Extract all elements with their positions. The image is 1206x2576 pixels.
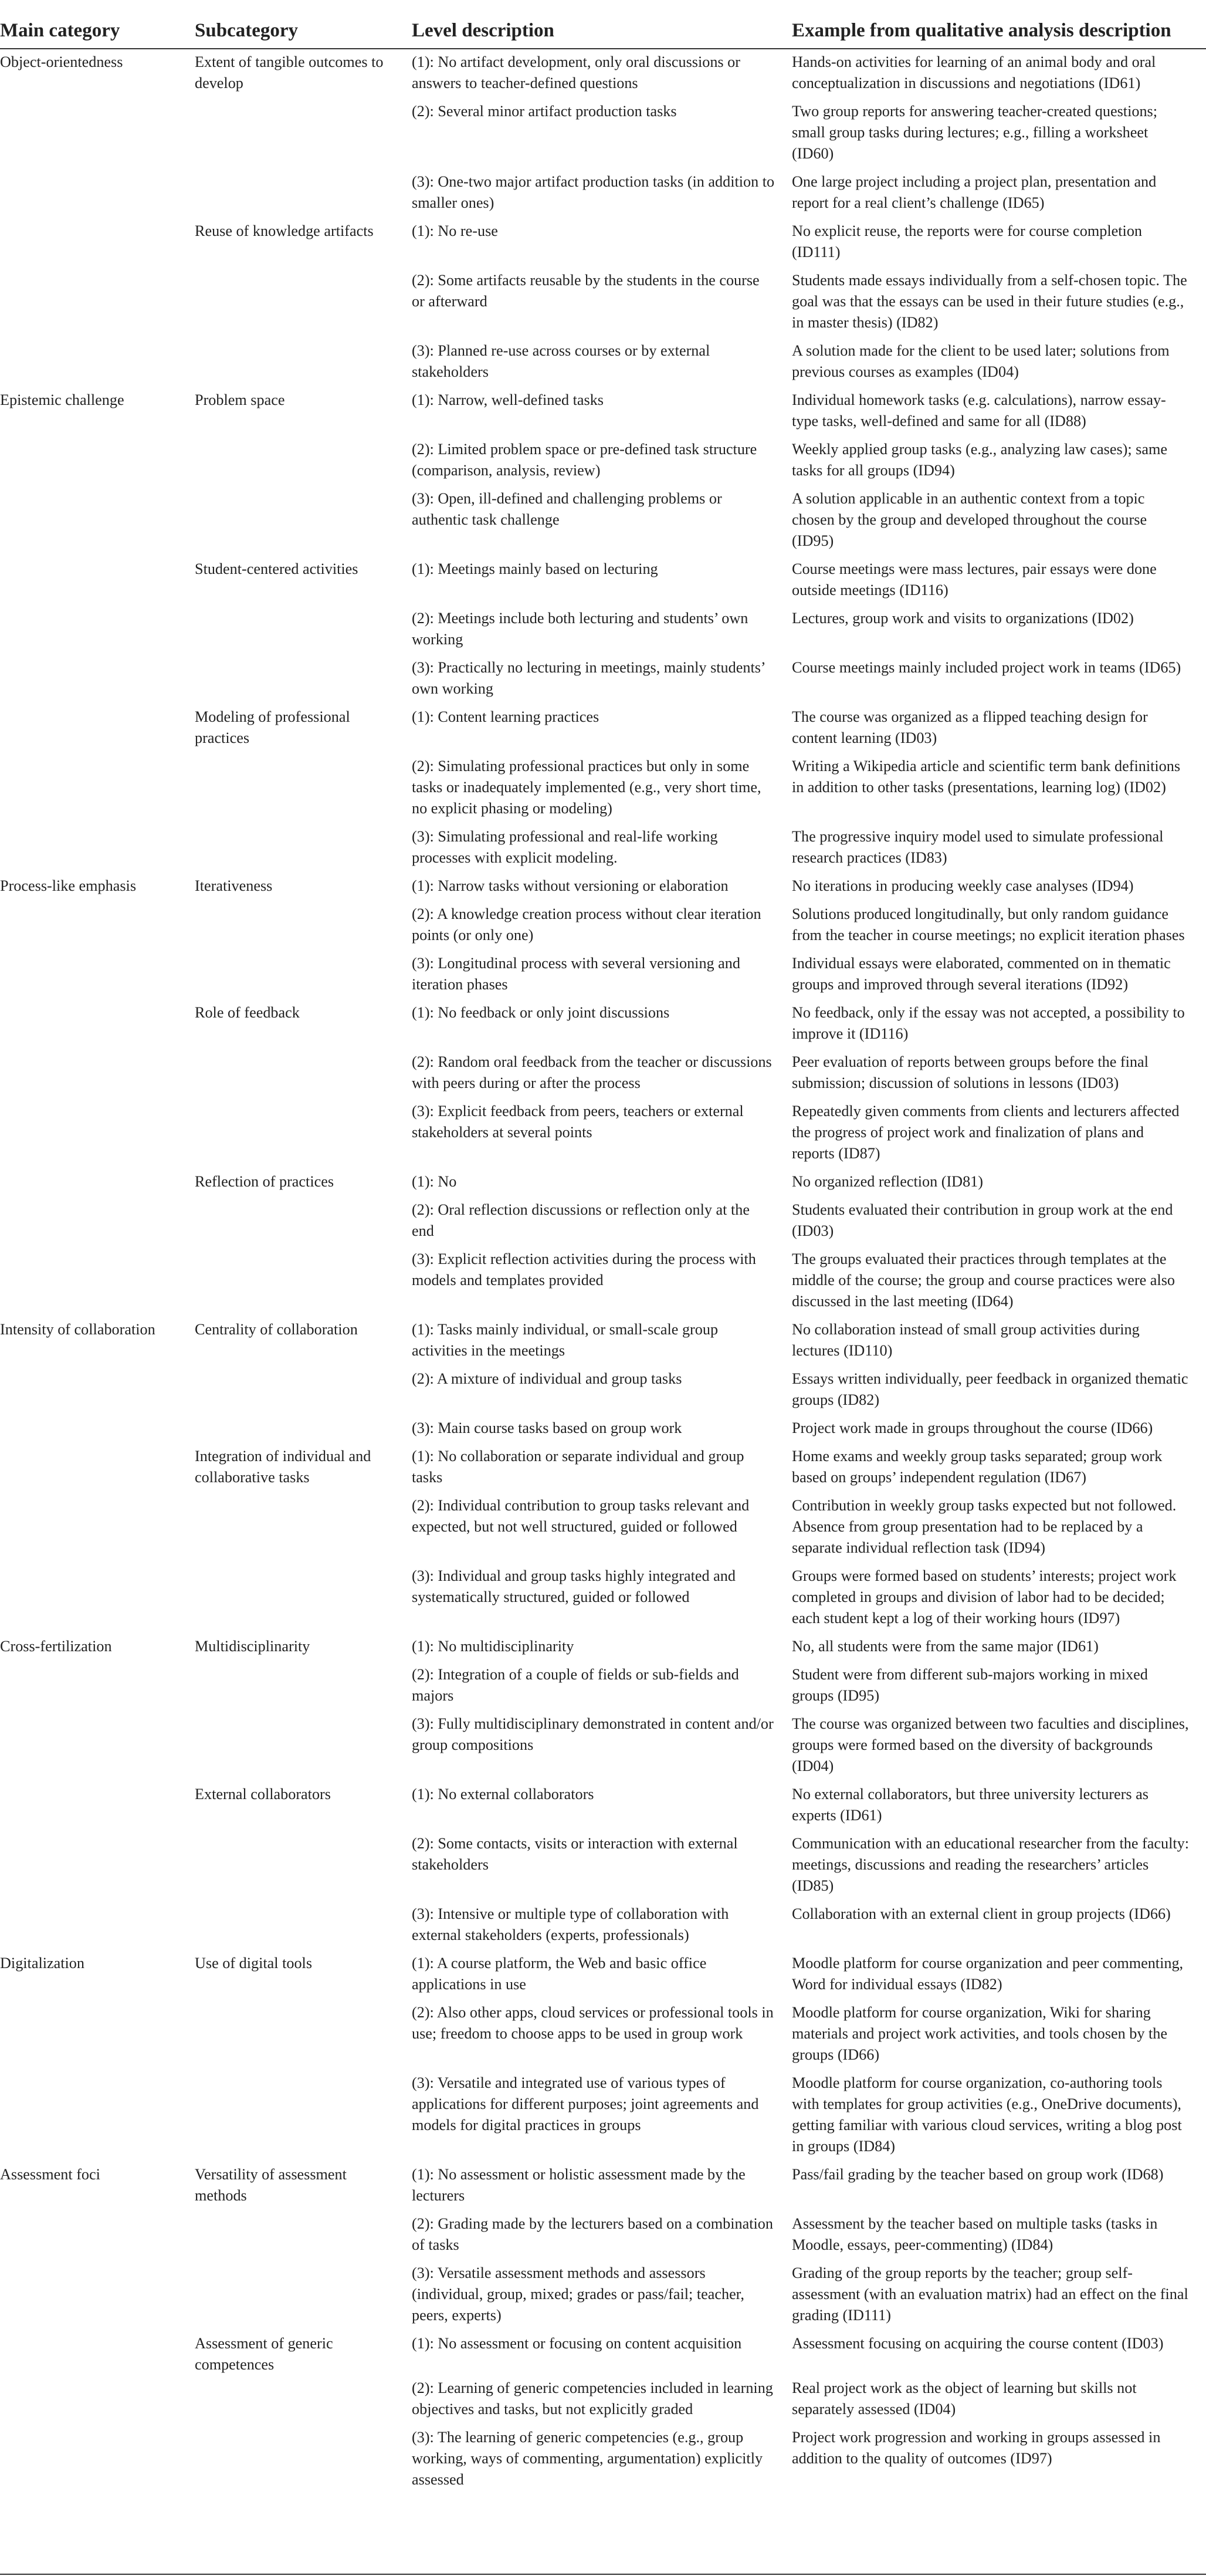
level-description-cell: (3): Main course tasks based on group work xyxy=(412,1419,682,1436)
level-description-cell: (1): No collaboration or separate individual and group tasks xyxy=(412,1448,744,1486)
subcategory-cell xyxy=(195,951,412,1000)
level-description-cell: (1): No re-use xyxy=(412,222,498,239)
table-row xyxy=(0,1366,1206,1415)
level-description-cell: (3): One-two major artifact production tasks (in addition to smaller ones) xyxy=(412,173,775,211)
level-description-cell: (2): Simulating professional practices but only in some tasks or inadequately implemented (e.g., very short time, no explicit phasing or modeling) xyxy=(412,758,761,817)
table-row xyxy=(0,2425,1206,2496)
level-description-cell: (3): Practically no lecturing in meetings, mainly students’ own working xyxy=(412,659,765,697)
table-row xyxy=(0,1662,1206,1711)
level-description-cell: (3): The learning of generic competencies (e.g., group working, ways of commenting, argumentation) explicitly assessed xyxy=(412,2429,763,2488)
subcategory-cell xyxy=(195,655,412,704)
level-description-cell: (2): Learning of generic competencies included in learning objectives and tasks, but not explicitly graded xyxy=(412,2379,773,2418)
subcategory-cell xyxy=(195,1049,412,1098)
level-description-cell: (1): No artifact development, only oral discussions or answers to teacher-defined questions xyxy=(412,53,740,92)
subcategory-cell xyxy=(195,1197,412,1246)
example-cell: Weekly applied group tasks (e.g., analyzing law cases); same tasks for all groups (ID94) xyxy=(792,441,1167,479)
level-description-cell: (3): Individual and group tasks highly integrated and systematically structured, guided or followed xyxy=(412,1567,736,1605)
example-cell: No feedback, only if the essay was not accepted, a possibility to improve it (ID116) xyxy=(792,1004,1185,1042)
example-cell: Communication with an educational researcher from the faculty: meetings, discussions and reading the researchers’ articles (ID85) xyxy=(792,1835,1189,1894)
example-cell: Lectures, group work and visits to organizations (ID02) xyxy=(792,610,1134,627)
main-category-cell xyxy=(0,1493,195,1563)
subcategory-cell xyxy=(195,338,412,387)
subcategory-cell: Assessment of generic competences xyxy=(195,2335,333,2373)
level-description-cell: (3): Versatile and integrated use of various types of applications for different purposes; joint agreements and models for digital practices in groups xyxy=(412,2074,759,2134)
main-category-cell xyxy=(0,1000,195,1049)
main-category-cell xyxy=(0,1415,195,1443)
example-cell: Contribution in weekly group tasks expected but not followed. Absence from group presentation had to be replaced by a separate individual reflection task (ID94) xyxy=(792,1497,1177,1556)
example-cell: Students made essays individually from a self-chosen topic. The goal was that the essays can be used in their future studies (e.g., in master thesis) (ID82) xyxy=(792,272,1187,331)
subcategory-cell: Multidisciplinarity xyxy=(195,1638,310,1655)
table-row xyxy=(0,753,1206,824)
level-description-cell: (1): No assessment or holistic assessment made by the lecturers xyxy=(412,2166,746,2204)
table-row xyxy=(0,2070,1206,2162)
table-row xyxy=(0,901,1206,951)
example-cell: No explicit reuse, the reports were for course completion (ID111) xyxy=(792,222,1143,261)
main-category-cell xyxy=(0,704,195,753)
subcategory-cell: External collaborators xyxy=(195,1786,331,1803)
level-description-cell: (1): No multidisciplinarity xyxy=(412,1638,574,1655)
example-cell: No, all students were from the same major (ID61) xyxy=(792,1638,1099,1655)
subcategory-cell: Reuse of knowledge artifacts xyxy=(195,222,374,239)
table-row xyxy=(0,1711,1206,1781)
subcategory-cell: Versatility of assessment methods xyxy=(195,2166,347,2204)
table-row xyxy=(0,2375,1206,2425)
example-cell: The course was organized as a flipped teaching design for content learning (ID03) xyxy=(792,708,1148,746)
main-category-cell xyxy=(0,2260,195,2331)
level-description-cell: (1): No xyxy=(412,1173,457,1190)
main-category-cell xyxy=(0,1443,195,1493)
subcategory-cell xyxy=(195,2375,412,2425)
main-category-cell: Process-like emphasis xyxy=(0,877,137,894)
example-cell: Course meetings mainly included project work in teams (ID65) xyxy=(792,659,1181,676)
example-cell: Individual essays were elaborated, commented on in thematic groups and improved through several iterations (ID92) xyxy=(792,955,1171,993)
main-category-cell xyxy=(0,1711,195,1781)
level-description-cell: (2): Some contacts, visits or interaction with external stakeholders xyxy=(412,1835,738,1873)
example-cell: No external collaborators, but three university lecturers as experts (ID61) xyxy=(792,1786,1149,1824)
table-row xyxy=(0,169,1206,218)
main-category-cell xyxy=(0,2425,195,2496)
main-category-cell: Intensity of collaboration xyxy=(0,1321,155,1338)
level-description-cell: (2): Random oral feedback from the teacher or discussions with peers during or after the process xyxy=(412,1053,772,1091)
example-cell: Students evaluated their contribution in group work at the end (ID03) xyxy=(792,1201,1173,1239)
level-description-cell: (2): Limited problem space or pre-defined task structure (comparison, analysis, review) xyxy=(412,441,757,479)
example-cell: Assessment by the teacher based on multiple tasks (tasks in Moodle, essays, peer-commenting) (ID84) xyxy=(792,2215,1158,2253)
subcategory-cell: Iterativeness xyxy=(195,877,273,894)
main-category-cell: Epistemic challenge xyxy=(0,391,124,408)
subcategory-cell xyxy=(195,1831,412,1901)
main-category-cell xyxy=(0,169,195,218)
subcategory-cell xyxy=(195,2070,412,2162)
level-description-cell: (3): Explicit reflection activities during the process with models and templates provided xyxy=(412,1250,756,1289)
example-cell: Collaboration with an external client in group projects (ID66) xyxy=(792,1905,1171,1922)
level-description-cell: (1): Meetings mainly based on lecturing xyxy=(412,560,658,577)
main-category-cell xyxy=(0,2331,195,2375)
main-category-cell xyxy=(0,2375,195,2425)
subcategory-cell xyxy=(195,606,412,655)
level-description-cell: (2): Some artifacts reusable by the students in the course or afterward xyxy=(412,272,760,310)
subcategory-cell xyxy=(195,1366,412,1415)
level-description-cell: (1): No external collaborators xyxy=(412,1786,594,1803)
table-row xyxy=(0,873,1206,901)
subcategory-cell xyxy=(195,824,412,873)
table-row xyxy=(0,1197,1206,1246)
subcategory-cell xyxy=(195,99,412,169)
main-category-cell xyxy=(0,1901,195,1950)
table-row xyxy=(0,49,1206,99)
level-description-cell: (2): Integration of a couple of fields or sub-fields and majors xyxy=(412,1666,739,1704)
level-description-cell: (1): Tasks mainly individual, or small-scale group activities in the meetings xyxy=(412,1321,719,1359)
example-cell: No organized reflection (ID81) xyxy=(792,1173,984,1190)
subcategory-cell xyxy=(195,268,412,338)
table-row xyxy=(0,1049,1206,1098)
main-category-cell xyxy=(0,486,195,556)
table-row xyxy=(0,1781,1206,1831)
subcategory-cell xyxy=(195,1711,412,1781)
main-category-cell xyxy=(0,655,195,704)
main-category-cell xyxy=(0,753,195,824)
table-row xyxy=(0,556,1206,606)
example-cell: Real project work as the object of learning but skills not separately assessed (ID04) xyxy=(792,2379,1137,2418)
subcategory-cell xyxy=(195,2000,412,2070)
subcategory-cell xyxy=(195,901,412,951)
table-row xyxy=(0,1901,1206,1950)
subcategory-cell: Student-centered activities xyxy=(195,560,358,577)
main-category-cell xyxy=(0,1563,195,1634)
subcategory-cell xyxy=(195,2260,412,2331)
example-cell: Two group reports for answering teacher-created questions; small group tasks during lectures; e.g., filling a worksheet (ID60) xyxy=(792,103,1158,162)
example-cell: Moodle platform for course organization and peer commenting, Word for individual essays (ID82) xyxy=(792,1955,1184,1993)
main-category-cell xyxy=(0,1098,195,1169)
level-description-cell: (2): Several minor artifact production tasks xyxy=(412,103,677,120)
main-category-cell xyxy=(0,951,195,1000)
level-description-cell: (1): Narrow tasks without versioning or elaboration xyxy=(412,877,729,894)
main-category-cell: Object-orientedness xyxy=(0,53,123,70)
example-cell: The progressive inquiry model used to simulate professional research practices (ID83) xyxy=(792,828,1164,866)
subcategory-cell xyxy=(195,1662,412,1711)
table-row xyxy=(0,486,1206,556)
main-category-cell xyxy=(0,606,195,655)
subcategory-cell: Use of digital tools xyxy=(195,1955,313,1972)
table-row xyxy=(0,951,1206,1000)
header-row xyxy=(0,0,1206,49)
example-cell: Solutions produced longitudinally, but only random guidance from the teacher in course meetings; no explicit iteration phases xyxy=(792,905,1185,944)
example-cell: Peer evaluation of reports between groups before the final submission; discussion of solutions in lessons (ID03) xyxy=(792,1053,1149,1091)
example-cell: Project work progression and working in groups assessed in addition to the quality of outcomes (ID97) xyxy=(792,2429,1161,2467)
main-category-cell xyxy=(0,1831,195,1901)
level-description-cell: (2): Oral reflection discussions or reflection only at the end xyxy=(412,1201,750,1239)
level-description-cell: (3): Fully multidisciplinary demonstrated in content and/or group compositions xyxy=(412,1715,774,1753)
main-category-cell xyxy=(0,2070,195,2162)
subcategory-cell xyxy=(195,437,412,486)
header-example: Example from qualitative analysis description xyxy=(792,0,1206,49)
level-description-cell: (1): No feedback or only joint discussions xyxy=(412,1004,670,1021)
table-row xyxy=(0,2000,1206,2070)
table-row xyxy=(0,1415,1206,1443)
example-cell: Individual homework tasks (e.g. calculations), narrow essay-type tasks, well-defined and same for all (ID88) xyxy=(792,391,1166,430)
main-category-cell xyxy=(0,437,195,486)
main-category-cell xyxy=(0,1781,195,1831)
level-description-cell: (2): Grading made by the lecturers based on a combination of tasks xyxy=(412,2215,773,2253)
level-description-cell: (3): Versatile assessment methods and assessors (individual, group, mixed; grades or pass/fail; teacher, peers, experts) xyxy=(412,2264,744,2324)
subcategory-cell: Integration of individual and collaborative tasks xyxy=(195,1448,371,1486)
level-description-cell: (2): A knowledge creation process without clear iteration points (or only one) xyxy=(412,905,761,944)
table-row xyxy=(0,99,1206,169)
example-cell: No collaboration instead of small group activities during lectures (ID110) xyxy=(792,1321,1140,1359)
example-cell: No iterations in producing weekly case analyses (ID94) xyxy=(792,877,1134,894)
example-cell: One large project including a project plan, presentation and report for a real client’s challenge (ID65) xyxy=(792,173,1157,211)
example-cell: A solution made for the client to be used later; solutions from previous courses as examples (ID04) xyxy=(792,342,1170,380)
subcategory-cell xyxy=(195,753,412,824)
level-description-cell: (2): A mixture of individual and group tasks xyxy=(412,1370,682,1387)
table-row xyxy=(0,1493,1206,1563)
level-description-cell: (3): Longitudinal process with several versioning and iteration phases xyxy=(412,955,740,993)
table-body xyxy=(0,49,1206,2496)
table-row xyxy=(0,2162,1206,2211)
example-cell: Hands-on activities for learning of an animal body and oral conceptualization in discussions and negotiations (ID61) xyxy=(792,53,1156,92)
table-row xyxy=(0,1950,1206,2000)
table-row xyxy=(0,824,1206,873)
subcategory-cell: Reflection of practices xyxy=(195,1173,334,1190)
main-category-cell xyxy=(0,824,195,873)
level-description-cell: (3): Intensive or multiple type of collaboration with external stakeholders (experts, professionals) xyxy=(412,1905,729,1943)
subcategory-cell xyxy=(195,1901,412,1950)
level-description-cell: (2): Meetings include both lecturing and students’ own working xyxy=(412,610,748,648)
main-category-cell xyxy=(0,1366,195,1415)
example-cell: Assessment focusing on acquiring the course content (ID03) xyxy=(792,2335,1164,2352)
table-row xyxy=(0,338,1206,387)
table-row xyxy=(0,606,1206,655)
table-row xyxy=(0,704,1206,753)
table-row xyxy=(0,437,1206,486)
table-row xyxy=(0,655,1206,704)
example-cell: Home exams and weekly group tasks separated; group work based on groups’ independent regulation (ID67) xyxy=(792,1448,1163,1486)
subcategory-cell xyxy=(195,1415,412,1443)
subcategory-cell: Problem space xyxy=(195,391,285,408)
main-category-cell xyxy=(0,1197,195,1246)
level-description-cell: (1): Narrow, well-defined tasks xyxy=(412,391,604,408)
table-row xyxy=(0,1563,1206,1634)
example-cell: Moodle platform for course organization, Wiki for sharing materials and project work activities, and tools chosen by the groups (ID66) xyxy=(792,2004,1167,2063)
subcategory-cell xyxy=(195,169,412,218)
subcategory-cell xyxy=(195,486,412,556)
example-cell: The groups evaluated their practices through templates at the middle of the course; the group and course practices were also discussed in the last meeting (ID64) xyxy=(792,1250,1175,1310)
table-row xyxy=(0,387,1206,437)
main-category-cell: Assessment foci xyxy=(0,2166,100,2183)
table-row xyxy=(0,1443,1206,1493)
example-cell: Project work made in groups throughout the course (ID66) xyxy=(792,1419,1153,1436)
subcategory-cell: Role of feedback xyxy=(195,1004,300,1021)
main-category-cell xyxy=(0,99,195,169)
level-description-cell: (3): Simulating professional and real-life working processes with explicit modeling. xyxy=(412,828,718,866)
header-main-category: Main category xyxy=(0,0,195,49)
subcategory-cell: Extent of tangible outcomes to develop xyxy=(195,53,384,92)
table-row xyxy=(0,2331,1206,2375)
example-cell: Course meetings were mass lectures, pair essays were done outside meetings (ID116) xyxy=(792,560,1157,599)
main-category-cell: Digitalization xyxy=(0,1955,84,1972)
main-category-cell xyxy=(0,1662,195,1711)
main-category-cell xyxy=(0,901,195,951)
main-category-cell xyxy=(0,338,195,387)
table-row xyxy=(0,1098,1206,1169)
main-category-cell xyxy=(0,1169,195,1197)
table-row xyxy=(0,1634,1206,1662)
example-cell: Writing a Wikipedia article and scientific term bank definitions in addition to other tasks (presentations, learning log) (ID02) xyxy=(792,758,1181,796)
example-cell: The course was organized between two faculties and disciplines, groups were formed based on the diversity of backgrounds (ID04) xyxy=(792,1715,1189,1774)
main-category-cell xyxy=(0,2211,195,2260)
table-row xyxy=(0,2211,1206,2260)
main-category-cell: Cross-fertilization xyxy=(0,1638,112,1655)
subcategory-cell xyxy=(195,1493,412,1563)
level-description-cell: (1): Content learning practices xyxy=(412,708,599,725)
header-subcategory: Subcategory xyxy=(195,0,412,49)
level-description-cell: (3): Explicit feedback from peers, teachers or external stakeholders at several points xyxy=(412,1103,744,1141)
level-description-cell: (3): Planned re-use across courses or by external stakeholders xyxy=(412,342,710,380)
main-category-cell xyxy=(0,268,195,338)
example-cell: Pass/fail grading by the teacher based on group work (ID68) xyxy=(792,2166,1164,2183)
table-bottom-rule xyxy=(0,2574,1206,2575)
level-description-cell: (1): A course platform, the Web and basic office applications in use xyxy=(412,1955,707,1993)
subcategory-cell xyxy=(195,1098,412,1169)
table-row xyxy=(0,1831,1206,1901)
table-row xyxy=(0,218,1206,268)
subcategory-cell: Modeling of professional practices xyxy=(195,708,350,746)
main-category-cell xyxy=(0,1246,195,1317)
table-row xyxy=(0,268,1206,338)
example-cell: Student were from different sub-majors working in mixed groups (ID95) xyxy=(792,1666,1148,1704)
subcategory-cell: Centrality of collaboration xyxy=(195,1321,358,1338)
main-category-cell xyxy=(0,1049,195,1098)
level-description-cell: (2): Also other apps, cloud services or professional tools in use; freedom to choose apps to be used in group work xyxy=(412,2004,774,2042)
level-description-cell: (3): Open, ill-defined and challenging problems or authentic task challenge xyxy=(412,490,722,528)
main-category-cell xyxy=(0,218,195,268)
example-cell: Grading of the group reports by the teacher; group self-assessment (with an evaluation matrix) had an effect on the final grading (ID111) xyxy=(792,2264,1188,2324)
table-row xyxy=(0,2260,1206,2331)
example-cell: Essays written individually, peer feedback in organized thematic groups (ID82) xyxy=(792,1370,1188,1408)
main-category-cell xyxy=(0,556,195,606)
table-row xyxy=(0,1246,1206,1317)
table-row xyxy=(0,1000,1206,1049)
subcategory-cell xyxy=(195,1563,412,1634)
subcategory-cell xyxy=(195,2211,412,2260)
level-description-cell: (2): Individual contribution to group tasks relevant and expected, but not well structured, guided or followed xyxy=(412,1497,750,1535)
main-category-cell xyxy=(0,2000,195,2070)
example-cell: Repeatedly given comments from clients and lecturers affected the progress of project work and finalization of plans and reports (ID87) xyxy=(792,1103,1180,1162)
subcategory-cell xyxy=(195,1246,412,1317)
example-cell: Moodle platform for course organization, co-authoring tools with templates for group activities (e.g., OneDrive documents), getting familiar with various cloud services, writing a blog post in groups (ID84) xyxy=(792,2074,1182,2155)
table-row xyxy=(0,1317,1206,1366)
example-cell: A solution applicable in an authentic context from a topic chosen by the group and developed throughout the course (ID95) xyxy=(792,490,1147,549)
level-description-cell: (1): No assessment or focusing on content acquisition xyxy=(412,2335,742,2352)
subcategory-cell xyxy=(195,2425,412,2496)
header-level-description: Level description xyxy=(412,0,792,49)
table-row xyxy=(0,1169,1206,1197)
example-cell: Groups were formed based on students’ interests; project work completed in groups and division of labor had to be decided; each student kept a log of their working hours (ID97) xyxy=(792,1567,1177,1627)
